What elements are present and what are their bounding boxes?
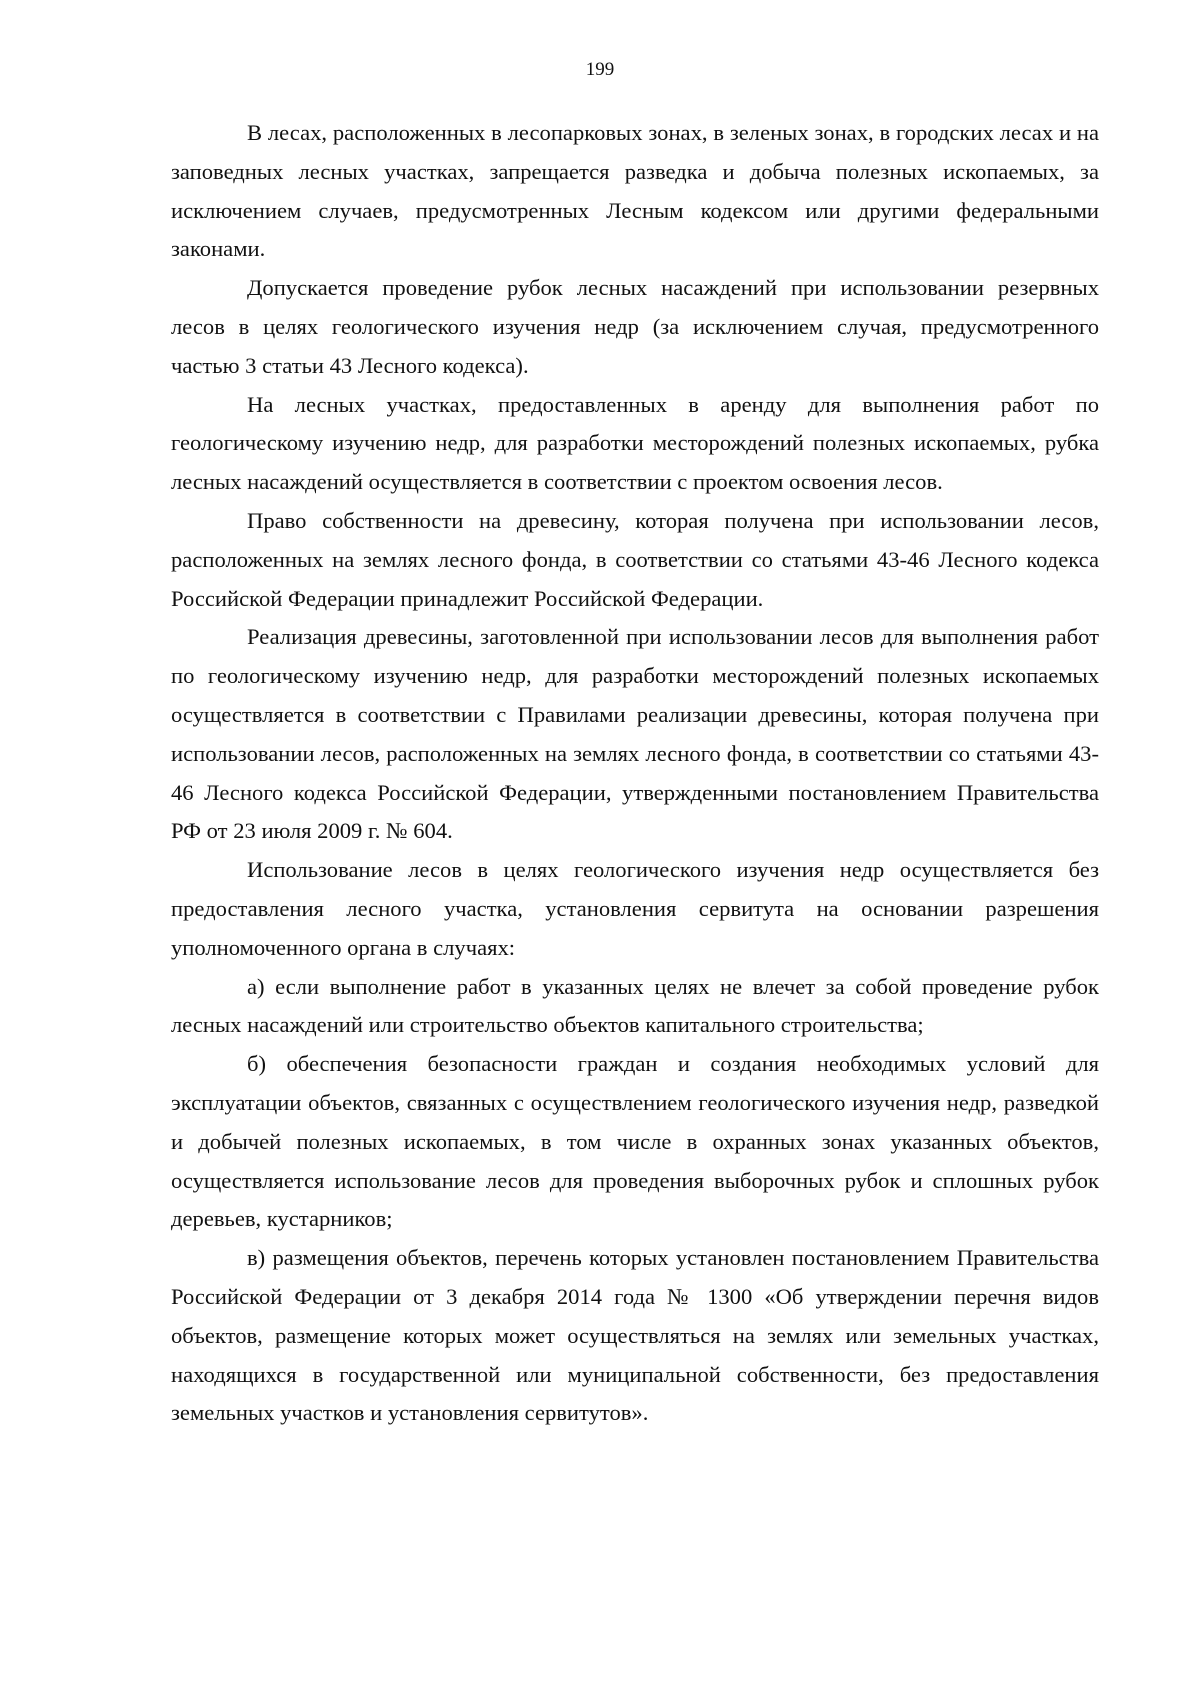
list-item-v: в) размещения объектов, перечень которых установлен постановлением Правительства Российской Федерации от 3 декабря 2014 года № 1300 «Об утверждении перечня видов объектов, размещение которых может осуществляться на землях или земельных участках, находящихся в государственной или муниципальной собственности, без предоставления земельных участков и установления сервитутов». (171, 1245, 1099, 1426)
list-item-a: а) если выполнение работ в указанных целях не влечет за собой проведение рубок лесных насаждений или строительство объектов капитального строительства; (171, 973, 1099, 1038)
paragraph-wood-sale: Реализация древесины, заготовленной при использовании лесов для выполнения работ по геологическому изучению недр, для разработки месторождений полезных ископаемых осуществляется в соответствии с Правилами реализации древесины, которая получена при использовании лесов, расположенных на землях лесного фонда, в соответствии со статьями 43-46 Лесного кодекса Российской Федерации, утвержденными постановлением Правительства РФ от 23 июля 2009 г. № 604. (171, 624, 1099, 844)
paragraph-felling-reserve-forests: Допускается проведение рубок лесных насаждений при использовании резервных лесов в целях геологического изучения недр (за исключением случая, предусмотренного частью 3 статьи 43 Лесного кодекса). (171, 275, 1099, 378)
paragraph-use-without-plot: Использование лесов в целях геологического изучения недр осуществляется без предоставления лесного участка, установления сервитута на основании разрешения уполномоченного органа в случаях: (171, 857, 1099, 960)
paragraph-reserved-zones: В лесах, расположенных в лесопарковых зонах, в зеленых зонах, в городских лесах и на заповедных лесных участках, запрещается разведка и добыча полезных ископаемых, за исключением случаев, предусмотренных Лесным кодексом или другими федеральными законами. (171, 120, 1099, 262)
document-body (171, 114, 1099, 1433)
page-number: 199 (585, 59, 615, 80)
paragraph-leased-plots: На лесных участках, предоставленных в аренду для выполнения работ по геологическому изучению недр, для разработки месторождений полезных ископаемых, рубка лесных насаждений осуществляется в соответствии с проектом освоения лесов. (171, 391, 1099, 495)
list-item-b: б) обеспечения безопасности граждан и создания необходимых условий для эксплуатации объектов, связанных с осуществлением геологического изучения недр, разведкой и добычей полезных ископаемых, в том числе в охранных зонах указанных объектов, осуществляется использование лесов для проведения выборочных рубок и сплошных рубок деревьев, кустарников; (171, 1051, 1099, 1232)
paragraph-wood-ownership: Право собственности на древесину, которая получена при использовании лесов, расположенных на землях лесного фонда, в соответствии со статьями 43-46 Лесного кодекса Российской Федерации принадлежит Российской Федерации. (171, 507, 1099, 611)
